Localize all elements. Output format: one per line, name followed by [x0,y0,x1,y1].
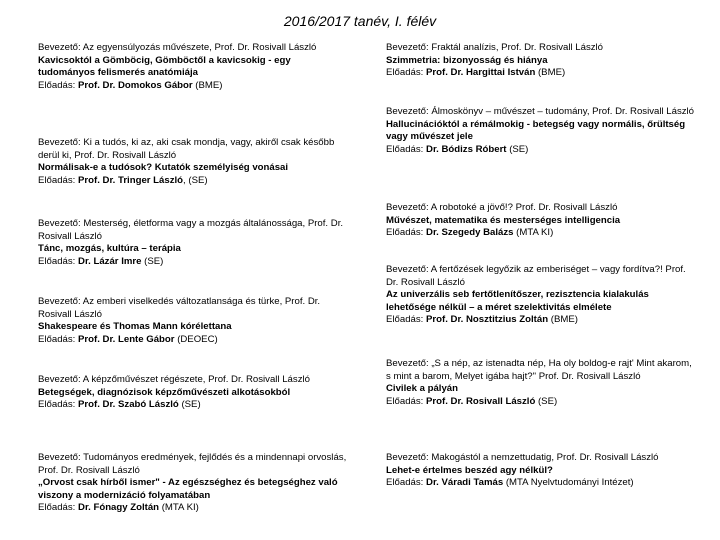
page-title: 2016/2017 tanév, I. félév [283,13,437,29]
session-block [38,296,350,346]
intro-text: Bevezető: „S a nép, az istenadta nép, Ha oly boldog-e rajt' Mint akarom, s mint a barom, Melyet igába hajt?" Prof. Dr. Rosivall László [386,358,692,382]
lecturer-affiliation: (SE) [144,255,164,267]
lecturer-name: Dr. Szegedy Balázs [426,227,514,239]
talk-title: Művészet, matematika és mesterséges intelligencia [386,214,621,226]
lecturer-affiliation: (SE) [181,399,201,411]
intro-text: Bevezető: Fraktál analízis, Prof. Dr. Rosivall László [386,42,604,53]
intro-text: Bevezető: Tudományos eredmények, fejlődés és a mindennapi orvoslás, Prof. Dr. Rosivall László [38,452,347,476]
session-block [38,137,350,187]
lecturer-name: Prof. Dr. Nosztitzius Zoltán [426,314,549,326]
intro-text: Bevezető: A képzőművészet régészete, Prof. Dr. Rosivall László [38,374,310,385]
session-block [386,452,698,490]
lecture-prefix: Előadás: [38,502,76,514]
lecture-prefix: Előadás: [38,399,76,411]
lecture-prefix: Előadás: [386,67,424,79]
session-block [38,374,350,412]
lecturer-name: Prof. Dr. Hargittai István [426,67,536,79]
lecturer-name: Prof. Dr. Rosivall László [426,395,536,407]
session-block [386,106,698,156]
talk-title: Kavicsoktól a Gömböcig, Gömböctől a kavicsokig - egy tudományos felismerés anatómiája [38,54,291,79]
intro-text: Bevezető: Álmoskönyv – művészet – tudomány, Prof. Dr. Rosivall László [386,106,695,117]
intro-text: Bevezető: Makogástól a nemzettudatig, Prof. Dr. Rosivall László [386,452,659,463]
lecturer-affiliation: (MTA KI) [516,227,554,239]
lecturer-affiliation: (MTA KI) [161,502,199,514]
lecture-line [386,144,698,157]
lecture-prefix: Előadás: [386,227,424,239]
lecturer-affiliation: (DEOEC) [177,333,218,345]
lecturer-name: Dr. Lázár Imre [78,255,142,267]
talk-title: Tánc, mozgás, kultúra – terápia [38,243,181,255]
session-block [38,452,350,515]
lecturer-name: Prof. Dr. Lente Gábor [78,333,175,345]
intro-text: Bevezető: A fertőzések legyőzik az emberiséget – vagy fordítva?! Prof. Dr. Rosivall László [386,264,686,288]
lecture-prefix: Előadás: [386,395,424,407]
lecture-line [386,227,698,240]
lecture-prefix: Előadás: [386,314,424,326]
lecturer-affiliation: (MTA Nyelvtudományi Intézet) [505,477,634,489]
lecturer-name: Prof. Dr. Szabó László [78,399,179,411]
talk-title: Civilek a pályán [386,383,458,395]
lecture-line [38,334,350,347]
lecture-line [38,175,350,188]
talk-title: Az univerzális seb fertőtlenítőszer, rezisztencia kialakulás lehetősége nélkül – a méret szelektivitás elmélete [386,289,649,313]
lecturer-affiliation: , (SE) [183,174,208,186]
intro-text: Bevezető: Az emberi viselkedés változatlansága és türke, Prof. Dr. Rosivall László [38,296,321,320]
lecture-prefix: Előadás: [386,143,424,155]
lecture-prefix: Előadás: [38,255,76,267]
lecture-line [38,502,350,515]
intro-text: Bevezető: A robotoké a jövő!? Prof. Dr. Rosivall László [386,202,618,213]
talk-title: „Orvost csak hírből ismer" - Az egészséghez és betegséghez való viszony a modernizáció folyamatában [38,477,338,501]
lecturer-name: Prof. Dr. Tringer László [78,174,184,186]
lecturer-name: Dr. Fónagy Zoltán [78,502,160,514]
lecture-prefix: Előadás: [386,477,424,489]
session-block [386,358,698,408]
session-block [38,42,350,92]
lecturer-affiliation: (SE) [509,143,529,155]
lecturer-affiliation: (BME) [195,79,223,91]
intro-text: Bevezető: Az egyensúlyozás művészete, Prof. Dr. Rosivall László [38,42,317,53]
lecture-line [38,256,350,269]
lecture-line [38,80,350,93]
lecture-prefix: Előadás: [38,333,76,345]
talk-title: Normálisak-e a tudósok? Kutatók személyiség vonásai [38,162,289,174]
lecture-line [386,67,698,80]
lecturer-affiliation: (BME) [537,67,566,79]
talk-title: Betegségek, diagnózisok képzőművészeti alkotásokból [38,386,291,398]
talk-title: Szimmetria: bizonyosság és hiánya [386,54,548,66]
session-block [386,264,698,327]
lecture-line [386,396,698,409]
session-block [386,202,698,240]
talk-title: Hallucinációktól a rémálmokig - betegség vagy normális, őrültség vagy művészet jele [386,118,686,143]
intro-text: Bevezető: Mesterség, életforma vagy a mozgás általánossága, Prof. Dr. Rosivall László [38,218,344,242]
intro-text: Bevezető: Ki a tudós, ki az, aki csak mondja, vagy, akiről csak később derül ki, Prof. Dr. Rosivall László [38,137,335,161]
lecturer-name: Dr. Váradi Tamás [426,477,504,489]
lecture-prefix: Előadás: [38,174,76,186]
session-block [38,218,350,268]
talk-title: Lehet-e értelmes beszéd agy nélkül? [386,464,553,476]
lecture-line [386,477,698,490]
lecturer-affiliation: (SE) [537,395,558,407]
lecturer-name: Dr. Bódizs Róbert [426,143,507,155]
lecture-prefix: Előadás: [38,79,76,91]
session-block [386,42,698,80]
lecturer-name: Prof. Dr. Domokos Gábor [78,79,193,91]
talk-title: Shakespeare és Thomas Mann kórélettana [38,321,232,333]
lecture-line [38,399,350,412]
lecture-line [386,314,698,327]
lecturer-affiliation: (BME) [550,314,578,326]
